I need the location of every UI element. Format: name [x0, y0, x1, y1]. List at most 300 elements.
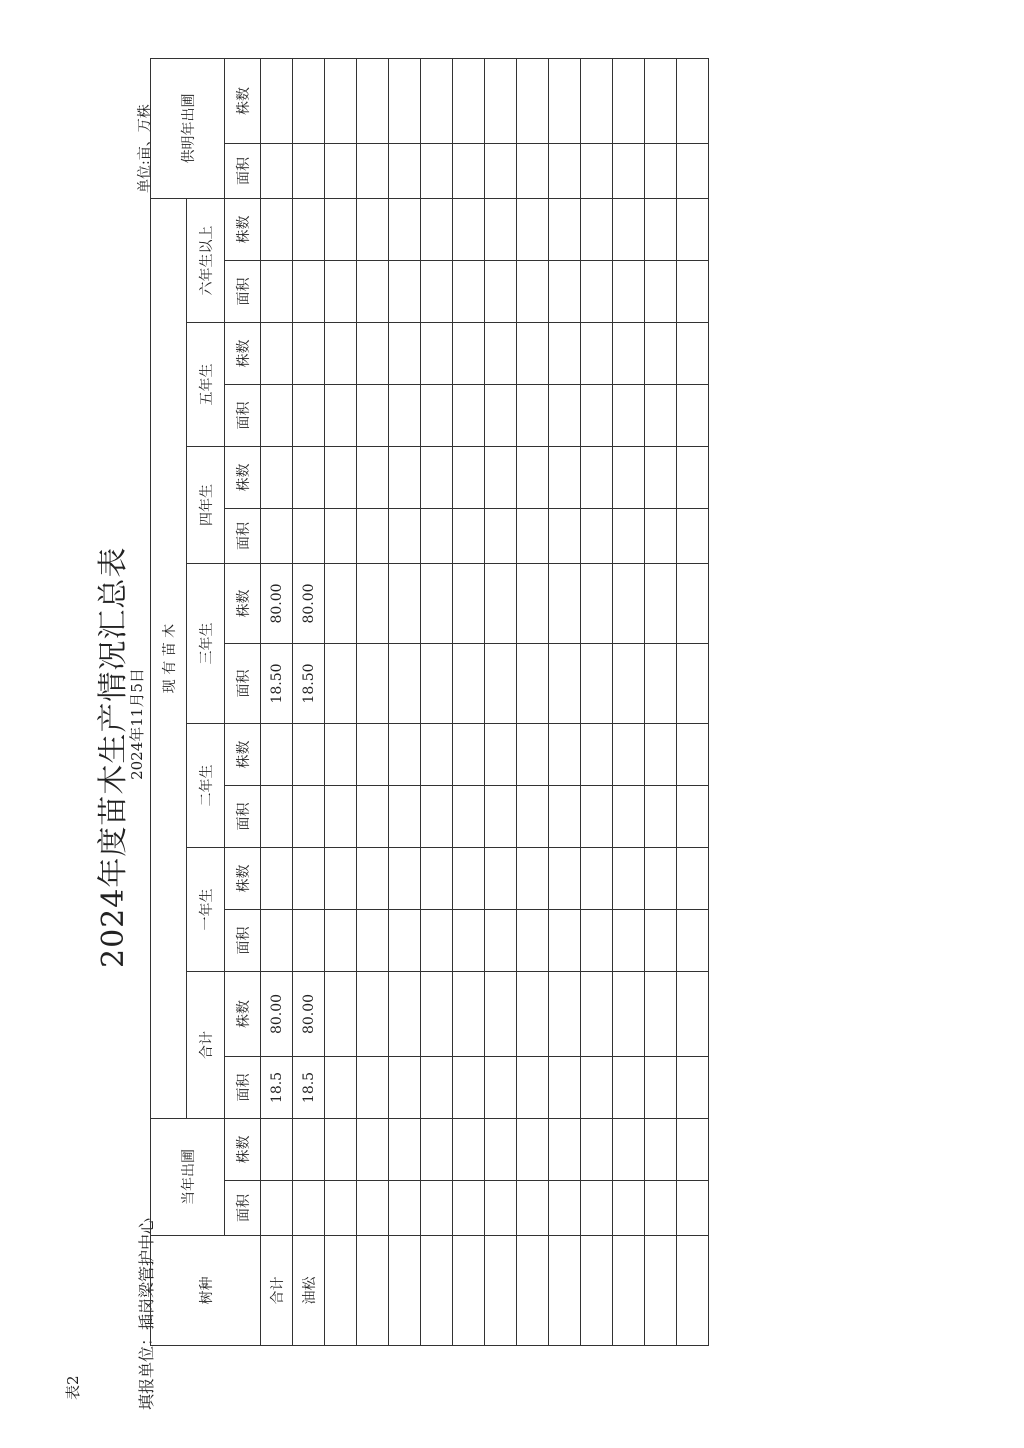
empty-cell — [453, 323, 485, 385]
empty-cell — [357, 447, 389, 509]
cell-next-count — [261, 59, 293, 144]
empty-cell — [677, 786, 709, 848]
empty-cell — [389, 910, 421, 972]
empty-cell — [389, 509, 421, 564]
empty-cell — [357, 323, 389, 385]
empty-cell — [485, 564, 517, 644]
empty-cell — [453, 1119, 485, 1181]
header-area: 面积 — [225, 385, 261, 447]
empty-cell — [485, 972, 517, 1057]
empty-cell — [613, 786, 645, 848]
empty-cell — [613, 724, 645, 786]
empty-cell — [421, 385, 453, 447]
cell-total-count: 80.00 — [261, 972, 293, 1057]
empty-cell — [517, 59, 549, 144]
header-species: 树种 — [151, 1236, 261, 1346]
header-area: 面积 — [225, 1057, 261, 1119]
header-count: 株数 — [225, 59, 261, 144]
empty-cell — [357, 509, 389, 564]
empty-cell — [325, 199, 357, 261]
empty-cell — [549, 144, 581, 199]
empty-cell — [517, 385, 549, 447]
header-group-2: 二年生 — [187, 724, 225, 848]
empty-cell — [581, 447, 613, 509]
header-area: 面积 — [225, 509, 261, 564]
cell-y3-area: 18.50 — [261, 644, 293, 724]
empty-cell — [485, 144, 517, 199]
table-row — [293, 59, 325, 1346]
header-area: 面积 — [225, 786, 261, 848]
empty-cell — [421, 1119, 453, 1181]
empty-cell — [549, 1236, 581, 1346]
empty-cell — [645, 385, 677, 447]
empty-cell — [453, 644, 485, 724]
page-title: 2024年度苗木生产情况汇总表 — [96, 546, 131, 968]
header-count: 株数 — [225, 447, 261, 509]
empty-cell — [581, 261, 613, 323]
empty-cell — [485, 644, 517, 724]
empty-cell — [325, 261, 357, 323]
cell-y2-count — [293, 724, 325, 786]
empty-cell — [517, 1236, 549, 1346]
empty-cell — [485, 261, 517, 323]
empty-cell — [485, 1119, 517, 1181]
empty-cell — [613, 1236, 645, 1346]
empty-cell — [549, 385, 581, 447]
empty-cell — [325, 447, 357, 509]
empty-cell — [581, 1236, 613, 1346]
empty-cell — [485, 848, 517, 910]
empty-cell — [517, 323, 549, 385]
empty-cell — [581, 848, 613, 910]
cell-cur-area — [261, 1181, 293, 1236]
header-count: 株数 — [225, 972, 261, 1057]
cell-y2-area — [293, 786, 325, 848]
empty-cell — [517, 972, 549, 1057]
empty-cell — [389, 447, 421, 509]
empty-cell — [325, 323, 357, 385]
empty-cell — [613, 910, 645, 972]
cell-y4-area — [261, 509, 293, 564]
empty-cell — [453, 1057, 485, 1119]
empty-table-row — [357, 59, 389, 1346]
empty-cell — [645, 1236, 677, 1346]
empty-cell — [357, 59, 389, 144]
empty-cell — [581, 323, 613, 385]
empty-cell — [421, 1181, 453, 1236]
empty-cell — [325, 385, 357, 447]
empty-cell — [325, 910, 357, 972]
empty-cell — [677, 724, 709, 786]
empty-table-row — [421, 59, 453, 1346]
empty-cell — [389, 972, 421, 1057]
empty-cell — [581, 144, 613, 199]
cell-cur-count — [261, 1119, 293, 1181]
empty-cell — [517, 1057, 549, 1119]
empty-cell — [389, 385, 421, 447]
cell-total-area: 18.5 — [261, 1057, 293, 1119]
empty-cell — [677, 910, 709, 972]
empty-cell — [421, 724, 453, 786]
header-group-4: 四年生 — [187, 447, 225, 564]
empty-cell — [677, 1236, 709, 1346]
empty-cell — [389, 261, 421, 323]
cell-total-area: 18.5 — [293, 1057, 325, 1119]
header-current-year: 当年出圃 — [151, 1119, 225, 1236]
empty-cell — [645, 59, 677, 144]
empty-cell — [421, 848, 453, 910]
empty-cell — [549, 509, 581, 564]
empty-cell — [453, 261, 485, 323]
empty-cell — [645, 323, 677, 385]
empty-cell — [453, 59, 485, 144]
empty-cell — [421, 447, 453, 509]
empty-cell — [325, 848, 357, 910]
empty-cell — [613, 261, 645, 323]
empty-cell — [645, 848, 677, 910]
empty-cell — [549, 447, 581, 509]
empty-cell — [549, 199, 581, 261]
empty-cell — [645, 1119, 677, 1181]
empty-cell — [453, 199, 485, 261]
empty-cell — [517, 644, 549, 724]
empty-cell — [357, 848, 389, 910]
cell-species: 合计 — [261, 1236, 293, 1346]
empty-cell — [485, 385, 517, 447]
empty-cell — [453, 509, 485, 564]
empty-table-row — [389, 59, 421, 1346]
empty-cell — [613, 385, 645, 447]
empty-cell — [677, 385, 709, 447]
empty-cell — [549, 59, 581, 144]
empty-cell — [613, 199, 645, 261]
empty-cell — [421, 972, 453, 1057]
empty-cell — [645, 724, 677, 786]
cell-y2-area — [261, 786, 293, 848]
empty-cell — [613, 509, 645, 564]
empty-cell — [485, 509, 517, 564]
empty-cell — [677, 447, 709, 509]
empty-cell — [677, 323, 709, 385]
empty-table-row — [549, 59, 581, 1346]
empty-cell — [549, 848, 581, 910]
empty-cell — [325, 1181, 357, 1236]
cell-y6-count — [293, 199, 325, 261]
empty-cell — [357, 199, 389, 261]
header-count: 株数 — [225, 724, 261, 786]
empty-cell — [325, 724, 357, 786]
empty-cell — [677, 1181, 709, 1236]
cell-y3-count: 80.00 — [293, 564, 325, 644]
empty-table-row — [517, 59, 549, 1346]
empty-cell — [485, 59, 517, 144]
empty-cell — [581, 564, 613, 644]
empty-cell — [357, 1057, 389, 1119]
empty-cell — [389, 59, 421, 144]
empty-cell — [357, 261, 389, 323]
header-group-6: 六年生以上 — [187, 199, 225, 323]
empty-cell — [453, 385, 485, 447]
empty-cell — [677, 1057, 709, 1119]
cell-cur-count — [293, 1119, 325, 1181]
empty-cell — [325, 644, 357, 724]
reporting-unit-label: 填报单位： — [137, 1329, 156, 1410]
empty-cell — [677, 261, 709, 323]
empty-cell — [677, 144, 709, 199]
empty-cell — [453, 1236, 485, 1346]
header-group-0: 合计 — [187, 972, 225, 1119]
header-area: 面积 — [225, 910, 261, 972]
empty-cell — [421, 261, 453, 323]
empty-cell — [517, 261, 549, 323]
empty-cell — [645, 972, 677, 1057]
empty-cell — [549, 1119, 581, 1181]
empty-cell — [581, 644, 613, 724]
cell-y1-area — [293, 910, 325, 972]
empty-cell — [517, 1181, 549, 1236]
empty-cell — [517, 786, 549, 848]
header-group-1: 一年生 — [187, 848, 225, 972]
empty-cell — [421, 910, 453, 972]
empty-cell — [389, 724, 421, 786]
table-number: 表2 — [64, 1375, 82, 1400]
header-existing: 现 有 苗 木 — [151, 199, 187, 1119]
empty-cell — [517, 144, 549, 199]
empty-cell — [421, 59, 453, 144]
empty-table-row — [677, 59, 709, 1346]
empty-cell — [645, 447, 677, 509]
empty-cell — [325, 1119, 357, 1181]
empty-cell — [421, 1057, 453, 1119]
empty-cell — [389, 848, 421, 910]
cell-y4-area — [293, 509, 325, 564]
empty-cell — [325, 59, 357, 144]
empty-table-row — [453, 59, 485, 1346]
empty-cell — [645, 199, 677, 261]
empty-cell — [613, 1181, 645, 1236]
empty-cell — [613, 1119, 645, 1181]
header-count: 株数 — [225, 848, 261, 910]
empty-cell — [389, 564, 421, 644]
empty-cell — [485, 323, 517, 385]
empty-cell — [613, 848, 645, 910]
empty-cell — [421, 144, 453, 199]
empty-cell — [357, 1181, 389, 1236]
empty-cell — [389, 1119, 421, 1181]
empty-cell — [645, 1181, 677, 1236]
empty-cell — [581, 509, 613, 564]
table-row — [261, 59, 293, 1346]
cell-y3-count: 80.00 — [261, 564, 293, 644]
empty-cell — [517, 1119, 549, 1181]
empty-cell — [645, 564, 677, 644]
empty-cell — [421, 564, 453, 644]
empty-cell — [581, 910, 613, 972]
empty-cell — [581, 1057, 613, 1119]
empty-cell — [421, 509, 453, 564]
empty-cell — [581, 972, 613, 1057]
header-group-3: 三年生 — [187, 564, 225, 724]
empty-cell — [613, 1057, 645, 1119]
empty-cell — [549, 1181, 581, 1236]
empty-cell — [613, 564, 645, 644]
empty-cell — [389, 144, 421, 199]
empty-cell — [549, 261, 581, 323]
empty-cell — [517, 724, 549, 786]
empty-cell — [517, 910, 549, 972]
empty-cell — [613, 59, 645, 144]
empty-cell — [389, 1057, 421, 1119]
reporting-unit-value: 插岗梁管护中心 — [137, 1217, 156, 1330]
empty-table-row — [485, 59, 517, 1346]
empty-cell — [421, 199, 453, 261]
cell-total-count: 80.00 — [293, 972, 325, 1057]
empty-cell — [485, 786, 517, 848]
empty-cell — [325, 144, 357, 199]
empty-cell — [549, 564, 581, 644]
empty-cell — [389, 199, 421, 261]
empty-cell — [325, 786, 357, 848]
cell-y3-area: 18.50 — [293, 644, 325, 724]
empty-cell — [357, 724, 389, 786]
empty-cell — [549, 786, 581, 848]
empty-cell — [357, 786, 389, 848]
empty-cell — [517, 447, 549, 509]
empty-cell — [453, 972, 485, 1057]
empty-cell — [613, 644, 645, 724]
empty-cell — [517, 199, 549, 261]
empty-cell — [325, 1057, 357, 1119]
cell-y5-area — [261, 385, 293, 447]
empty-cell — [677, 644, 709, 724]
empty-cell — [485, 447, 517, 509]
empty-cell — [549, 1057, 581, 1119]
empty-cell — [549, 323, 581, 385]
cell-y4-count — [293, 447, 325, 509]
empty-cell — [357, 910, 389, 972]
empty-cell — [677, 59, 709, 144]
empty-cell — [677, 1119, 709, 1181]
empty-cell — [645, 786, 677, 848]
empty-cell — [389, 1236, 421, 1346]
empty-cell — [357, 972, 389, 1057]
empty-table-row — [613, 59, 645, 1346]
empty-table-row — [581, 59, 613, 1346]
empty-cell — [645, 144, 677, 199]
header-count: 株数 — [225, 199, 261, 261]
empty-cell — [581, 1181, 613, 1236]
empty-cell — [677, 972, 709, 1057]
empty-cell — [389, 1181, 421, 1236]
cell-y4-count — [261, 447, 293, 509]
empty-cell — [485, 1236, 517, 1346]
header-area: 面积 — [225, 1181, 261, 1236]
empty-cell — [517, 848, 549, 910]
empty-cell — [421, 1236, 453, 1346]
empty-cell — [645, 910, 677, 972]
cell-cur-area — [293, 1181, 325, 1236]
header-count: 株数 — [225, 1119, 261, 1181]
empty-cell — [421, 323, 453, 385]
empty-cell — [357, 564, 389, 644]
empty-cell — [453, 786, 485, 848]
empty-cell — [677, 848, 709, 910]
empty-cell — [549, 972, 581, 1057]
empty-cell — [357, 644, 389, 724]
cell-next-area — [293, 144, 325, 199]
empty-cell — [645, 509, 677, 564]
empty-cell — [357, 385, 389, 447]
empty-cell — [389, 323, 421, 385]
empty-cell — [325, 509, 357, 564]
empty-cell — [581, 1119, 613, 1181]
empty-cell — [549, 910, 581, 972]
cell-y6-count — [261, 199, 293, 261]
empty-cell — [613, 144, 645, 199]
cell-next-area — [261, 144, 293, 199]
empty-cell — [453, 564, 485, 644]
empty-cell — [581, 59, 613, 144]
cell-y6-area — [293, 261, 325, 323]
empty-cell — [453, 447, 485, 509]
empty-cell — [485, 1057, 517, 1119]
header-group-5: 五年生 — [187, 323, 225, 447]
empty-cell — [453, 910, 485, 972]
summary-table — [150, 58, 709, 1346]
cell-y2-count — [261, 724, 293, 786]
empty-cell — [485, 910, 517, 972]
empty-cell — [389, 786, 421, 848]
empty-cell — [453, 848, 485, 910]
empty-table-row — [325, 59, 357, 1346]
empty-cell — [421, 644, 453, 724]
empty-cell — [677, 199, 709, 261]
empty-cell — [325, 564, 357, 644]
empty-cell — [453, 724, 485, 786]
header-area: 面积 — [225, 644, 261, 724]
empty-cell — [453, 144, 485, 199]
empty-cell — [485, 199, 517, 261]
empty-cell — [453, 1181, 485, 1236]
cell-species: 油松 — [293, 1236, 325, 1346]
empty-cell — [357, 1236, 389, 1346]
empty-cell — [581, 199, 613, 261]
empty-cell — [389, 644, 421, 724]
empty-cell — [645, 261, 677, 323]
cell-y6-area — [261, 261, 293, 323]
measurement-units: 单位:亩、万株 — [137, 104, 153, 193]
empty-cell — [325, 972, 357, 1057]
header-count: 株数 — [225, 564, 261, 644]
header-area: 面积 — [225, 144, 261, 199]
empty-cell — [485, 724, 517, 786]
empty-cell — [613, 447, 645, 509]
empty-cell — [421, 786, 453, 848]
empty-cell — [581, 385, 613, 447]
empty-cell — [357, 1119, 389, 1181]
empty-cell — [677, 564, 709, 644]
cell-y5-count — [261, 323, 293, 385]
empty-cell — [613, 323, 645, 385]
report-date: 2024年11月5日 — [128, 668, 146, 780]
empty-cell — [357, 144, 389, 199]
cell-y1-area — [261, 910, 293, 972]
cell-next-count — [293, 59, 325, 144]
empty-cell — [613, 972, 645, 1057]
empty-cell — [581, 724, 613, 786]
cell-y5-area — [293, 385, 325, 447]
empty-cell — [517, 509, 549, 564]
